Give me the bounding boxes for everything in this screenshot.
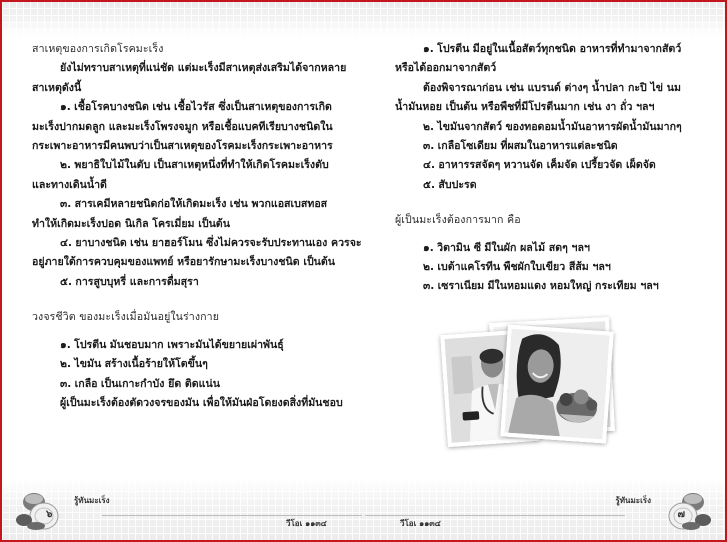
cause-item-4-cont: อยู่ภายใต้การควบคุมของแพทย์ หรือยารักษามะเร็งบางชนิด เป็นต้น <box>32 256 336 269</box>
lifecycle-heading: วงจรชีวิต ของมะเร็งเมื่อมันอยู่ในร่างกาย <box>32 311 219 324</box>
food-item-4: ๔. อาหารรสจัดๆ หวานจัด เค็มจัด เปรี้ยวจัด เผ็ดจัด <box>423 159 656 172</box>
spacer <box>395 231 725 239</box>
cause-item-3-cont: ทำให้เกิดมะเร็งปอด นิเกิล โครเมี่ยม เป็นต้น <box>32 217 230 230</box>
cause-item-1: ๑. เชื้อโรคบางชนิด เช่น เชื้อไวรัส ซึ่งเป็นสาเหตุของการเกิด <box>60 101 332 114</box>
left-running-title: รู้ทันมะเร็ง <box>74 496 110 505</box>
left-footer-ornament <box>14 488 68 532</box>
pot-with-plate-icon <box>659 488 713 532</box>
right-running-title: รู้ทันมะเร็ง <box>615 496 651 505</box>
cause-item-4: ๔. ยาบางชนิด เช่น ยาฮอร์โมน ซึ่งไม่ควรจะรับประทานเอง ควรจะ <box>60 237 362 250</box>
left-page <box>32 40 362 413</box>
food-item-5: ๕. สับปะรด <box>423 178 477 191</box>
bottom-grid-band <box>2 478 725 540</box>
causes-heading: สาเหตุของการเกิดโรคมะเร็ง <box>32 43 164 55</box>
spacer <box>32 292 362 308</box>
woman-photo <box>500 324 614 443</box>
lifecycle-item-3: ๓. เกลือ เป็นเกาะกำบัง ยึด ติดแน่น <box>60 377 220 390</box>
right-page <box>395 40 725 297</box>
top-grid-band <box>2 2 725 36</box>
needs-heading: ผู้เป็นมะเร็งต้องการมาก คือ <box>395 214 521 227</box>
consider-line-cont: น้ำมันหอย เป็นต้น หรือพืชที่มีโปรตีนมาก เช่น งา ถั่ว ฯลฯ <box>395 101 655 114</box>
food-item-2: ๒. ไขมันจากสัตว์ ของทอดอมน้ำมันอาหารผัดน้ำมันมากๆ <box>423 120 682 133</box>
consider-line: ต้องพิจารณาก่อน เช่น แบรนด์ ต่างๆ น้ำปลา กะปิ ไข่ นม <box>423 81 681 94</box>
cause-item-2-cont: และทางเดินน้ำดี <box>32 178 107 191</box>
needs-item-1: ๑. วิตามิน ซี มีในผัก ผลไม้ สดๆ ฯลฯ <box>423 241 590 254</box>
right-issue-label: วีโอเ ๑๑๓๔ <box>400 519 441 528</box>
cause-item-1-cont2: กระเพาะอาหารมีคนพบว่าเป็นสาเหตุของโรคมะเร็งกระเพาะอาหาร <box>32 140 333 153</box>
right-footer-ornament <box>659 488 713 532</box>
lifecycle-closing: ผู้เป็นมะเร็งต้องตัดวงจรของมัน เพื่อให้มันฝ่อโดยงดสิ่งที่มันชอบ <box>60 396 343 409</box>
woman-with-fruit-icon <box>504 329 609 440</box>
food-item-1: ๑. โปรตีน มีอยู่ในเนื้อสัตว์ทุกชนิด อาหารที่ทำมาจากสัตว์ <box>423 43 682 55</box>
intro-line: ยังไม่ทราบสาเหตุที่แน่ชัด แต่มะเร็งมีสาเหตุส่งเสริมได้จากหลาย <box>60 62 347 75</box>
left-footer-rule <box>102 515 362 516</box>
cause-item-3: ๓. สารเคมีหลายชนิดก่อให้เกิดมะเร็ง เช่น พวกแอสเบสทอส <box>60 198 328 211</box>
cause-item-1-cont: มะเร็งปากมดลูก และมะเร็งโพรงจมูก หรือเชื้อแบคทีเรียบางชนิดใน <box>32 120 333 133</box>
spacer <box>395 195 725 211</box>
needs-item-3: ๓. เซราเนียม มีในหอมแดง หอมใหญ่ กระเทียม ฯลฯ <box>423 280 659 293</box>
food-item-3: ๓. เกลือโซเดียม ที่ผสมในอาหารแต่ละชนิด <box>423 140 618 153</box>
lifecycle-item-2: ๒. ไขมัน สร้างเนื้อร้ายให้โตขึ้นๆ <box>60 358 208 371</box>
pot-with-plate-icon <box>14 488 68 532</box>
right-footer-rule <box>365 515 625 516</box>
left-issue-label: วีโอเ ๑๑๓๔ <box>286 519 327 528</box>
spacer <box>32 328 362 336</box>
cause-item-2: ๒. พยาธิใบไม้ในตับ เป็นสาเหตุหนึ่งที่ทำให้เกิดโรคมะเร็งตับ <box>60 159 329 172</box>
needs-item-2: ๒. เบต้าแคโรทีน พืชผักใบเขียว สีส้ม ฯลฯ <box>423 261 611 274</box>
right-page-number: ๗ <box>677 509 685 520</box>
left-page-number: ๖ <box>46 509 53 520</box>
food-item-1-cont: หรือได้ออกมาจากสัตว์ <box>395 62 497 75</box>
lifecycle-item-1: ๑. โปรตีน มันชอบมาก เพราะมันได้ขยายเผ่าพันธุ์ <box>60 338 284 351</box>
cause-item-5: ๕. การสูบบุหรี่ และการดื่มสุรา <box>60 275 199 288</box>
intro-line-cont: สาเหตุดังนี้ <box>32 81 82 94</box>
photo-collage <box>444 320 624 450</box>
